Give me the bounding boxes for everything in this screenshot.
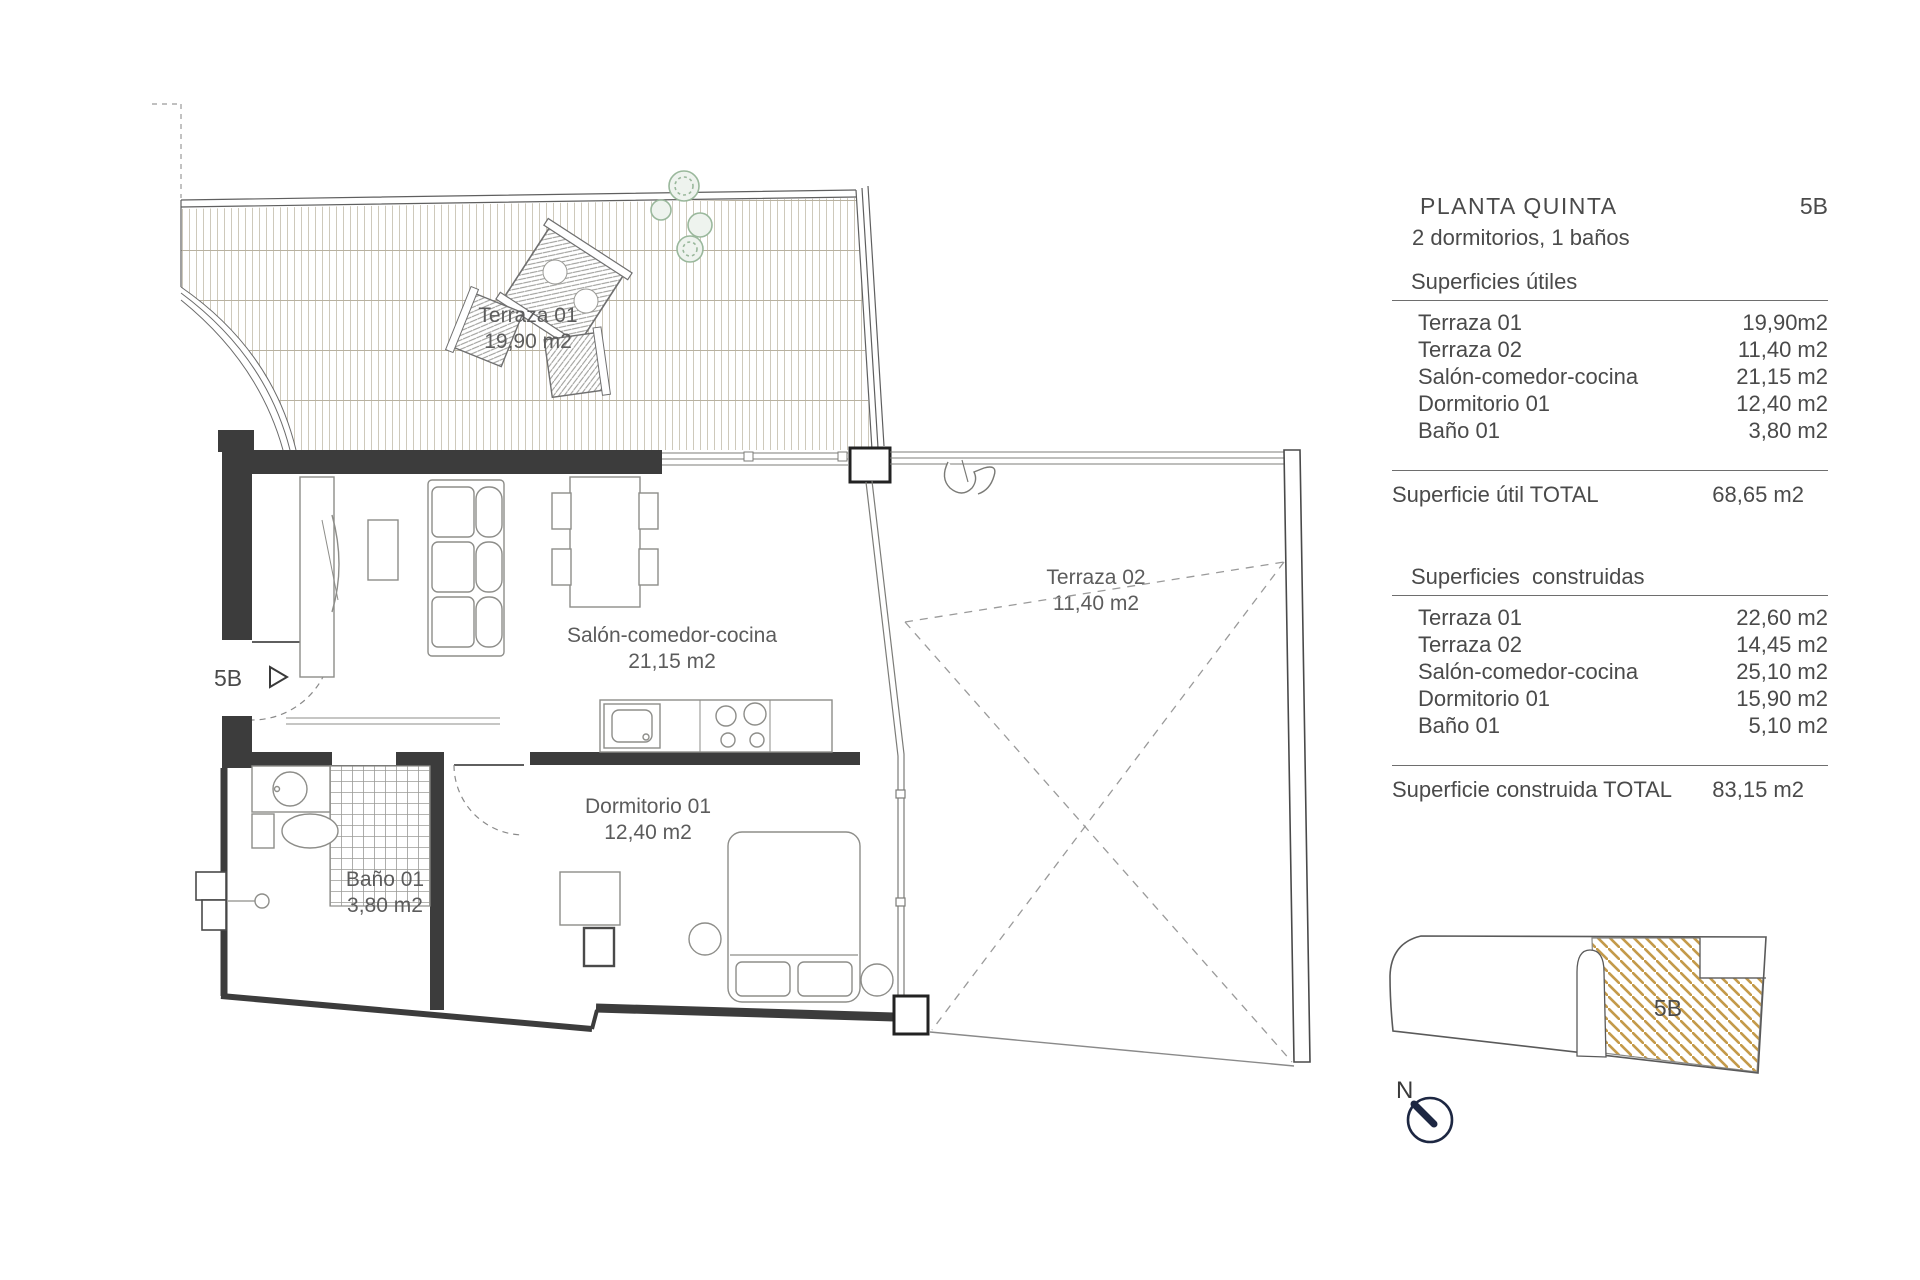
- useful-total-row: [1392, 471, 1828, 508]
- terraza-02: [890, 450, 1310, 1062]
- north-arrow: [1396, 1077, 1452, 1142]
- row-value: 3,80 m2: [1748, 418, 1828, 443]
- total-value: 68,65 m2: [1712, 482, 1804, 507]
- key-plan: [1390, 936, 1766, 1073]
- glass-partition: [866, 481, 905, 996]
- salon-area: 21,15 m2: [628, 650, 716, 673]
- bedroom-door: [454, 765, 524, 835]
- construction-dashed-lines: [152, 104, 181, 198]
- service-shaft: [196, 872, 226, 930]
- row-label: Baño 01: [1418, 418, 1500, 443]
- roof-area-dashed: [905, 562, 1292, 1062]
- total-value: 83,15 m2: [1712, 777, 1804, 802]
- cistern: [252, 814, 274, 848]
- sketch-chair: [944, 462, 994, 494]
- nightstand: [689, 923, 721, 955]
- total-label: Superficie construida TOTAL: [1392, 777, 1673, 802]
- bathroom: [228, 718, 500, 917]
- table-row: [1392, 417, 1828, 444]
- row-label: Salón-comedor-cocina: [1418, 364, 1639, 389]
- row-label: Dormitorio 01: [1418, 391, 1551, 416]
- living-room-furniture: [300, 477, 658, 677]
- nightstand: [861, 964, 893, 996]
- row-value: 15,90 m2: [1736, 686, 1828, 711]
- north-letter: N: [1396, 1077, 1414, 1104]
- column: [850, 448, 890, 482]
- terraza01-name: Terraza 01: [478, 304, 578, 327]
- entrance-arrow-icon: [270, 667, 287, 687]
- floor-title: PLANTA QUINTA: [1420, 193, 1618, 219]
- row-label: Baño 01: [1418, 713, 1500, 738]
- salon-glazing: [662, 452, 848, 465]
- column: [894, 996, 928, 1034]
- key-plan-unit-label: 5B: [1653, 995, 1683, 1021]
- bano-area: 3,80 m2: [347, 894, 423, 917]
- entrance-unit-label: 5B: [214, 665, 243, 691]
- table-row: [1392, 658, 1828, 685]
- row-value: 21,15 m2: [1736, 364, 1828, 389]
- table-row: [1392, 336, 1828, 363]
- bottom-step: [592, 1010, 597, 1029]
- drain: [255, 894, 269, 908]
- table-row: [1392, 604, 1828, 631]
- table-row: [1392, 309, 1828, 336]
- plan-header: [1392, 193, 1828, 220]
- row-label: Salón-comedor-cocina: [1418, 659, 1639, 684]
- row-label: Dormitorio 01: [1418, 686, 1551, 711]
- table-row: [1392, 631, 1828, 658]
- row-value: 19,90m2: [1742, 310, 1828, 335]
- row-label: Terraza 01: [1418, 605, 1522, 630]
- key-plan-core: [1577, 950, 1606, 1057]
- row-value: 25,10 m2: [1736, 659, 1828, 684]
- table-row: [1392, 390, 1828, 417]
- table-row: [1392, 712, 1828, 739]
- bed-bottom-wall: [596, 1008, 895, 1017]
- row-label: Terraza 02: [1418, 337, 1522, 362]
- plot-line: [930, 1032, 1294, 1066]
- row-value: 22,60 m2: [1736, 605, 1828, 630]
- pillow: [736, 962, 790, 996]
- useful-areas-rows: [1392, 309, 1828, 444]
- kitchen-counter: [600, 700, 832, 752]
- row-value: 5,10 m2: [1748, 713, 1828, 738]
- terraza01-area: 19,90 m2: [484, 330, 572, 353]
- dresser: [560, 872, 620, 925]
- salon-name: Salón-comedor-cocina: [566, 624, 778, 647]
- pillow: [798, 962, 852, 996]
- total-label: Superficie útil TOTAL: [1392, 482, 1599, 507]
- dormitorio-name: Dormitorio 01: [584, 795, 712, 818]
- bedroom: [454, 765, 893, 1002]
- floor-subtitle: 2 dormitorios, 1 baños: [1412, 225, 1630, 250]
- row-label: Terraza 02: [1418, 632, 1522, 657]
- row-value: 11,40 m2: [1737, 337, 1828, 362]
- bano-name: Baño 01: [345, 868, 425, 891]
- row-value: 14,45 m2: [1736, 632, 1828, 657]
- built-areas-title: Superficies construidas: [1392, 564, 1828, 596]
- area-table-panel: [1392, 193, 1828, 803]
- built-total-row: [1392, 766, 1828, 803]
- useful-areas-title: Superficies útiles: [1392, 269, 1828, 301]
- terraza02-area: 11,40 m2: [1053, 592, 1139, 615]
- built-areas-rows: [1392, 604, 1828, 739]
- table-row: [1392, 363, 1828, 390]
- terraza-01-deck: [152, 104, 884, 450]
- row-label: Terraza 01: [1418, 310, 1522, 335]
- table-row: [1392, 685, 1828, 712]
- dormitorio-area: 12,40 m2: [604, 821, 692, 844]
- row-value: 12,40 m2: [1736, 391, 1828, 416]
- unit-badge: 5B: [1799, 193, 1828, 219]
- terraza02-name: Terraza 02: [1046, 566, 1146, 589]
- toilet: [282, 814, 338, 848]
- bottom-wall-left: [221, 996, 592, 1029]
